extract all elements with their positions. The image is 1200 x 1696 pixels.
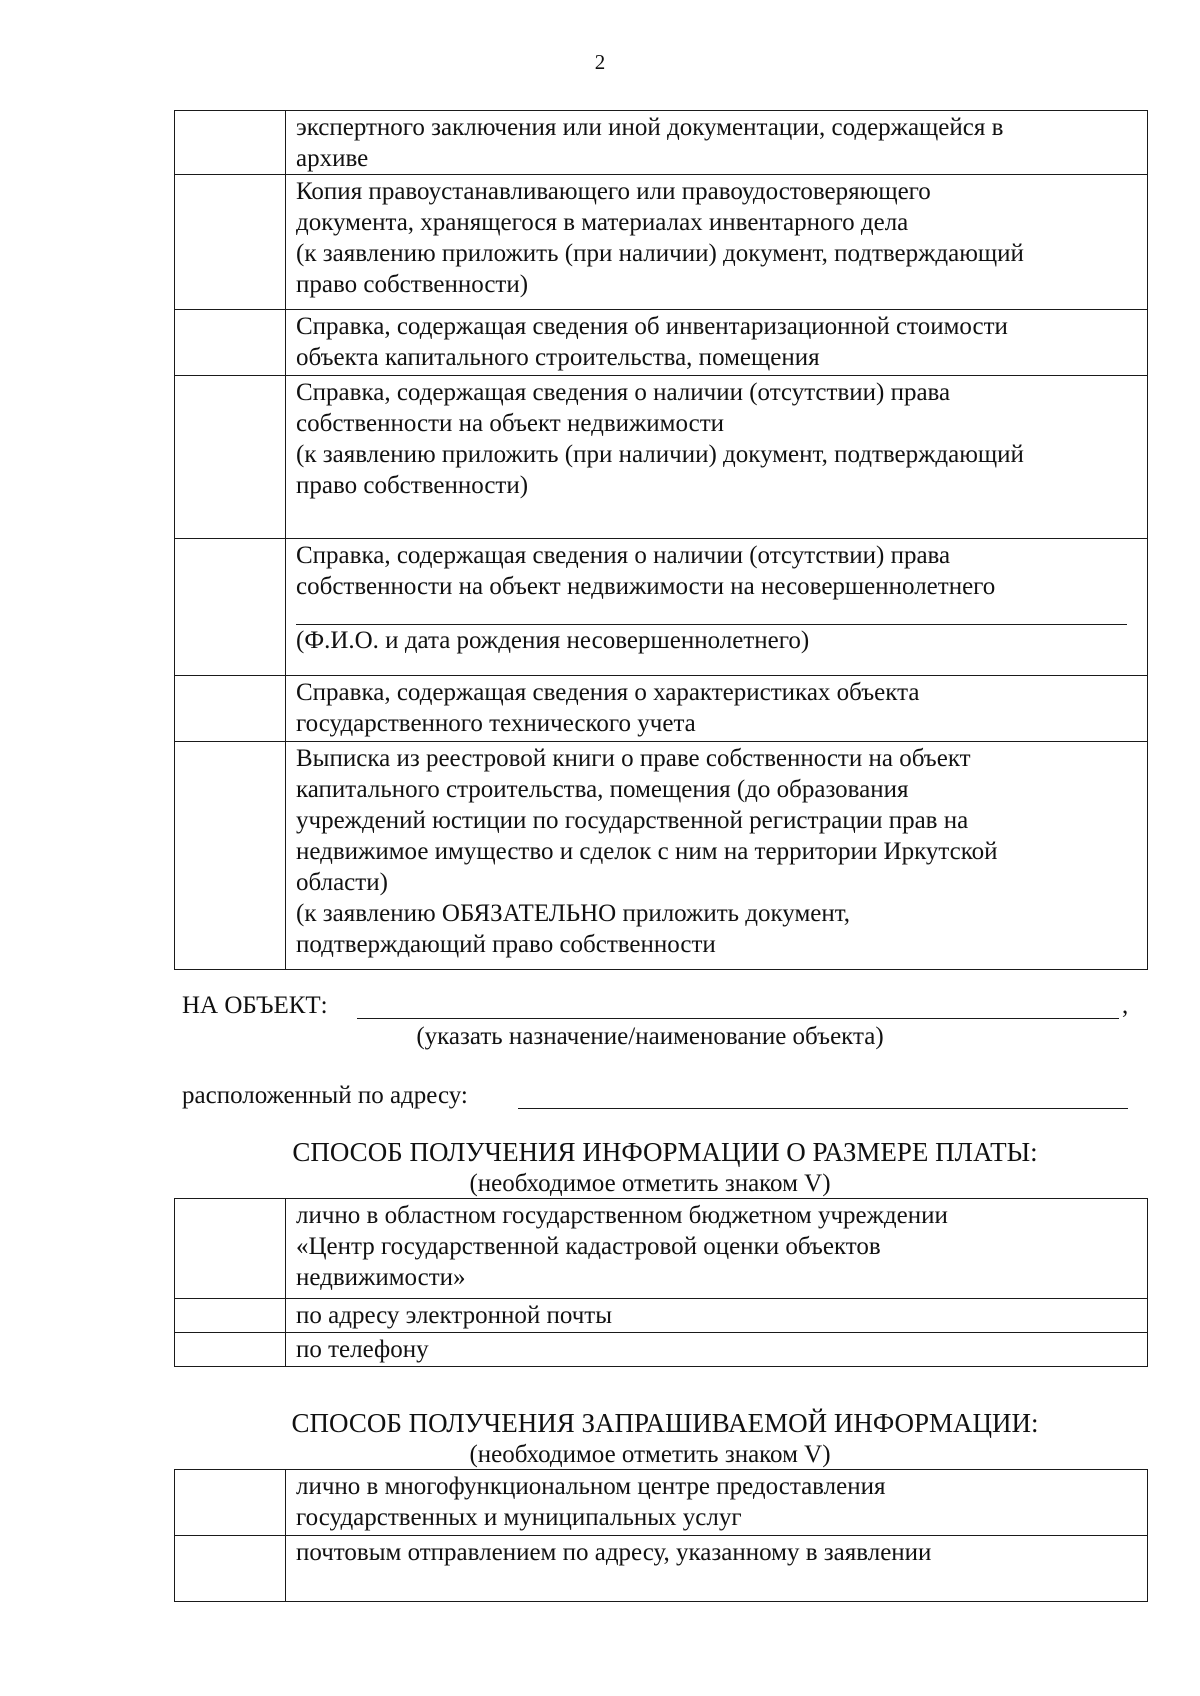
table-row [175, 539, 1148, 676]
checkbox-cell-4[interactable] [175, 376, 286, 539]
checkbox-cell-3[interactable] [175, 310, 286, 376]
table-row [175, 1536, 1148, 1602]
document-cell-2: Копия правоустанавливающего или правоудостоверяющего документа, хранящегося в материалах инвентарного дела (к заявлению приложить (при наличии) документ, подтверждающий право собственности) [286, 175, 1148, 310]
table-row [175, 111, 1148, 175]
checkbox-cell-5[interactable] [175, 539, 286, 676]
document-cell-6: Справка, содержащая сведения о характеристиках объекта государственного технического учета [286, 676, 1148, 742]
payment-option-checkbox-1[interactable] [175, 1199, 286, 1299]
document-cell-7: Выписка из реестровой книги о праве собственности на объект капитального строительства, помещения (до образования учреждений юстиции по государственной регистрации прав на недвижимое имущество и сделок с ним на территории Иркутской области) (к заявлению ОБЯЗАТЕЛЬНО приложить документ, подтверждающий право собственности [286, 742, 1148, 970]
requested-option-checkbox-1[interactable] [175, 1470, 286, 1536]
requested-info-title: СПОСОБ ПОЛУЧЕНИЯ ЗАПРАШИВАЕМОЙ ИНФОРМАЦИИ: [291, 1408, 1039, 1438]
table-row [175, 376, 1148, 539]
table-row [175, 310, 1148, 376]
checkbox-cell-7[interactable] [175, 742, 286, 970]
object-label: НА ОБЪЕКТ: [182, 992, 328, 1019]
table-row [175, 676, 1148, 742]
minor-name-caption: (Ф.И.О. и дата рождения несовершеннолетнего) [296, 627, 810, 654]
checkbox-cell-1[interactable] [175, 111, 286, 175]
payment-info-title: СПОСОБ ПОЛУЧЕНИЯ ИНФОРМАЦИИ О РАЗМЕРЕ ПЛАТЫ: [292, 1137, 1038, 1167]
requested-info-table [174, 1469, 1148, 1602]
checkbox-cell-2[interactable] [175, 175, 286, 310]
payment-option-checkbox-2[interactable] [175, 1299, 286, 1333]
payment-info-subtitle: (необходимое отметить знаком V) [469, 1170, 831, 1197]
minor-name-input[interactable] [296, 602, 1127, 625]
table-row [175, 1470, 1148, 1536]
table-row [175, 1299, 1148, 1333]
requested-option-checkbox-2[interactable] [175, 1536, 286, 1602]
object-hint: (указать назначение/наименование объекта) [416, 1023, 884, 1050]
object-input[interactable] [357, 1018, 1119, 1019]
document-cell-1: экспертного заключения или иной документации, содержащейся в архиве [286, 111, 1148, 175]
requested-info-subtitle: (необходимое отметить знаком V) [469, 1441, 831, 1468]
address-input[interactable] [518, 1108, 1128, 1109]
document-cell-5: Справка, содержащая сведения о наличии (отсутствии) права собственности на объект недвижимости на несовершеннолетнего (Ф.И.О. и дата рождения несовершеннолетнего) [286, 539, 1148, 676]
table-row [175, 742, 1148, 970]
document-cell-4: Справка, содержащая сведения о наличии (отсутствии) права собственности на объект недвижимости (к заявлению приложить (при наличии) документ, подтверждающий право собственности) [286, 376, 1148, 539]
payment-option-checkbox-3[interactable] [175, 1333, 286, 1367]
payment-option-cell-2: по адресу электронной почты [286, 1299, 1148, 1333]
document-cell-3: Справка, содержащая сведения об инвентаризационной стоимости объекта капитального строительства, помещения [286, 310, 1148, 376]
table-row [175, 1333, 1148, 1367]
object-trailing-comma: , [1122, 992, 1129, 1019]
checkbox-cell-6[interactable] [175, 676, 286, 742]
requested-option-cell-1: лично в многофункциональном центре предоставления государственных и муниципальных услуг [286, 1470, 1148, 1536]
document-list-table [174, 110, 1148, 970]
payment-info-table [174, 1198, 1148, 1367]
address-label: расположенный по адресу: [182, 1082, 468, 1109]
payment-option-cell-3: по телефону [286, 1333, 1148, 1367]
page-number: 2 [594, 50, 606, 74]
table-row [175, 1199, 1148, 1299]
requested-option-cell-2: почтовым отправлением по адресу, указанному в заявлении [286, 1536, 1148, 1602]
table-row [175, 175, 1148, 310]
payment-option-cell-1: лично в областном государственном бюджетном учреждении «Центр государственной кадастровой оценки объектов недвижимости» [286, 1199, 1148, 1299]
